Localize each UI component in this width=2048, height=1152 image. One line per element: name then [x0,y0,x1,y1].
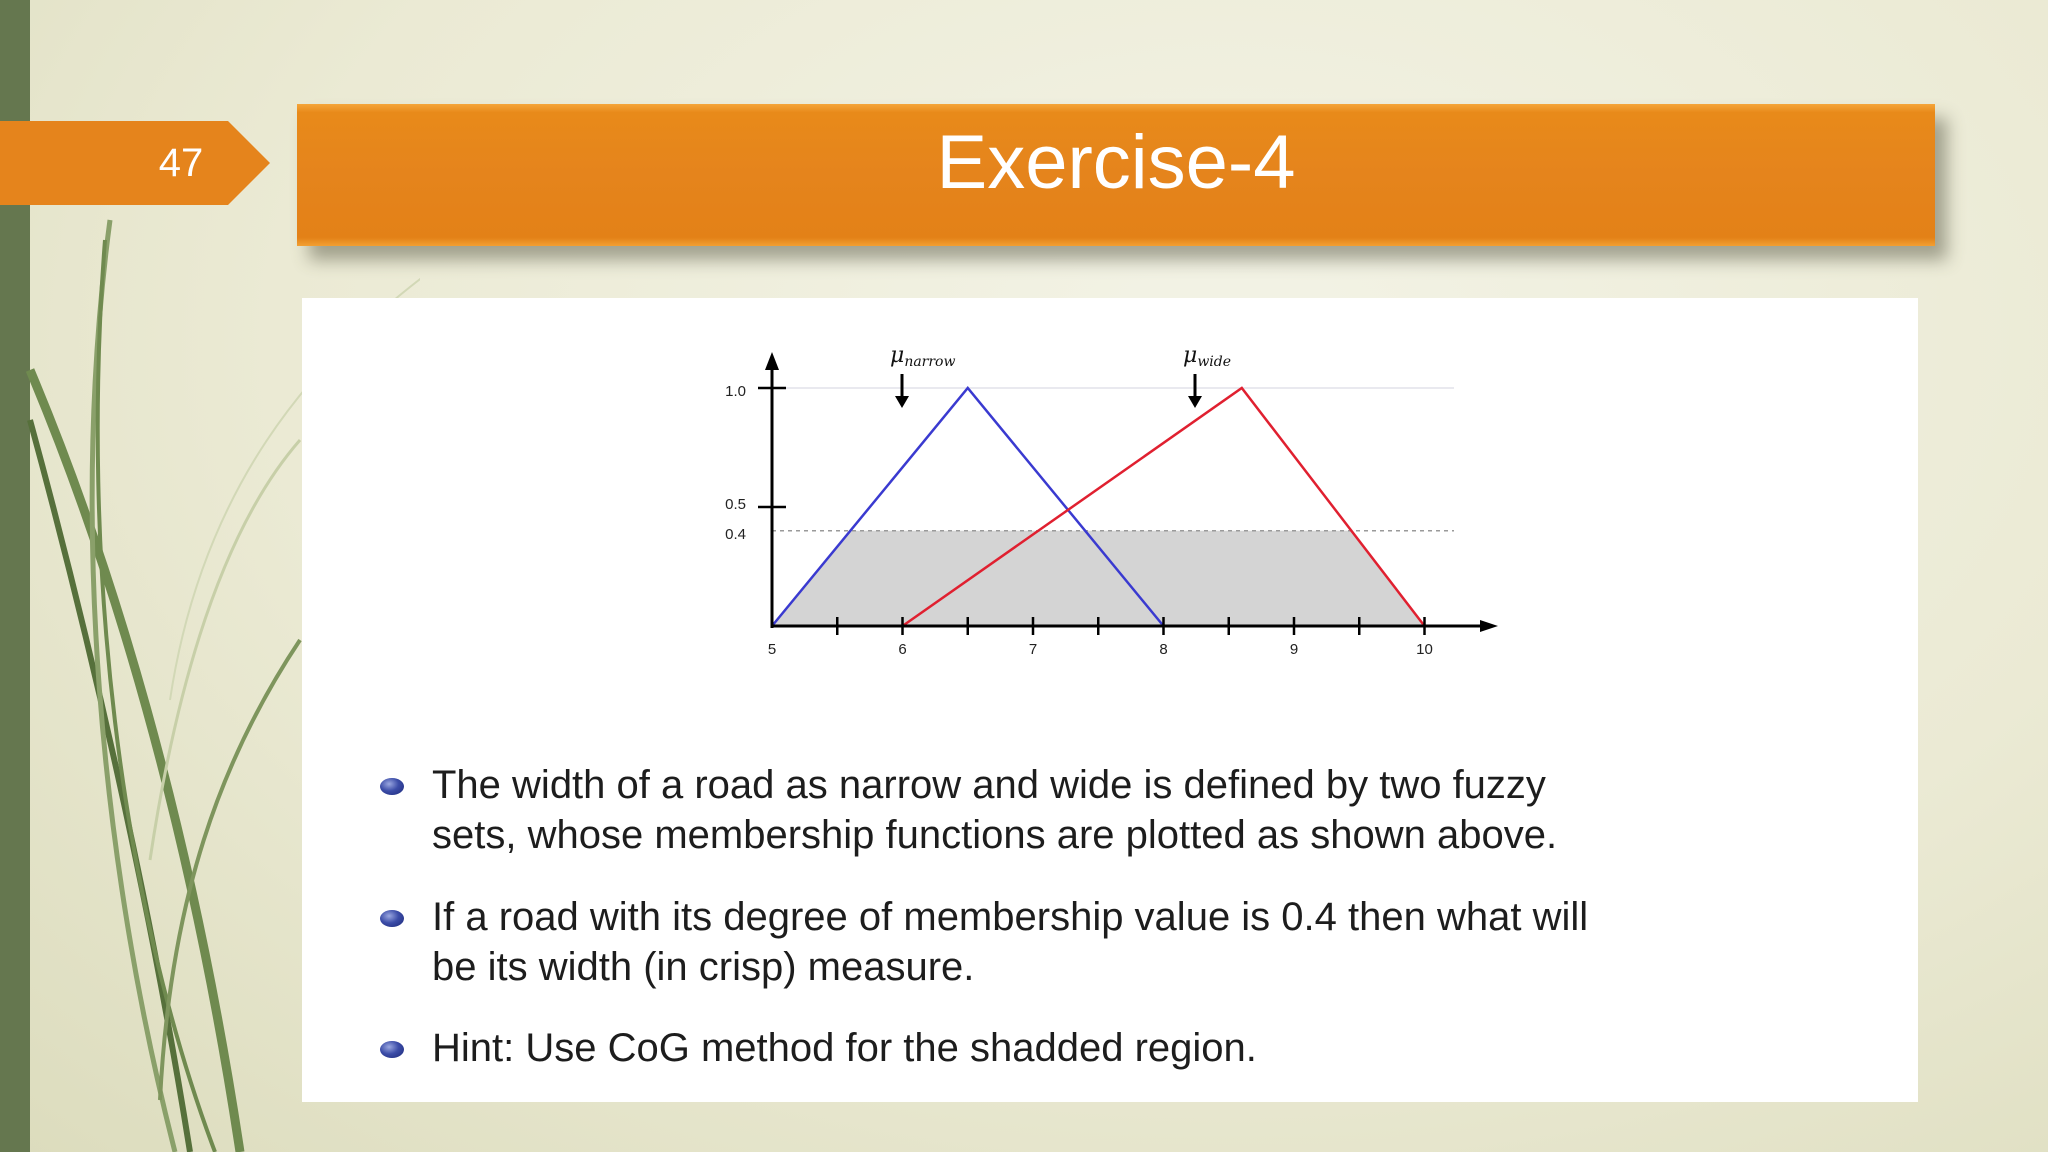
y-tick-label: 0.5 [725,496,746,513]
content-panel [302,298,1918,1102]
series-label-subscript: narrow [904,354,956,370]
membership-chart [302,298,1918,698]
bullet-line: sets, whose membership functions are plotted as shown above. [432,813,1558,857]
bullet-line: be its width (in crisp) measure. [432,945,975,989]
bullet-dot-icon [380,910,404,927]
y-axis-arrow [765,352,779,370]
slide-number: 47 [158,141,204,185]
bullet-text [432,1023,1902,1073]
x-tick-label: 5 [767,641,777,658]
x-axis-arrow [1480,620,1498,632]
bullet-line: The width of a road as narrow and wide is defined by two fuzzy [432,763,1546,807]
bullet-dot-icon [380,778,404,795]
bullet-line: Hint: Use CoG method for the shadded region. [432,1026,1257,1070]
series-label: μwide [1183,343,1232,370]
bullet-dot-icon [380,1041,404,1058]
x-tick-label: 10 [1416,641,1433,658]
bullet-text [432,760,1902,860]
slide-title: Exercise-4 [936,120,1296,205]
y-tick-label: 0.4 [725,525,746,543]
x-tick-label: 6 [898,641,907,658]
slide-number-tab [0,121,270,205]
pointer-arrow-head [1188,396,1202,408]
y-tick-label: 1.0 [725,383,746,400]
bullet-line: If a road with its degree of membership value is 0.4 then what will [432,895,1589,939]
pointer-arrow-head [895,396,909,408]
series-label: μnarrow [890,343,956,370]
series-label-subscript: wide [1197,354,1232,370]
x-tick-label: 7 [1028,641,1038,658]
x-tick-label: 9 [1289,641,1299,658]
x-tick-label: 8 [1159,641,1168,658]
title-banner [297,104,1935,246]
bullet-text [432,892,1902,992]
